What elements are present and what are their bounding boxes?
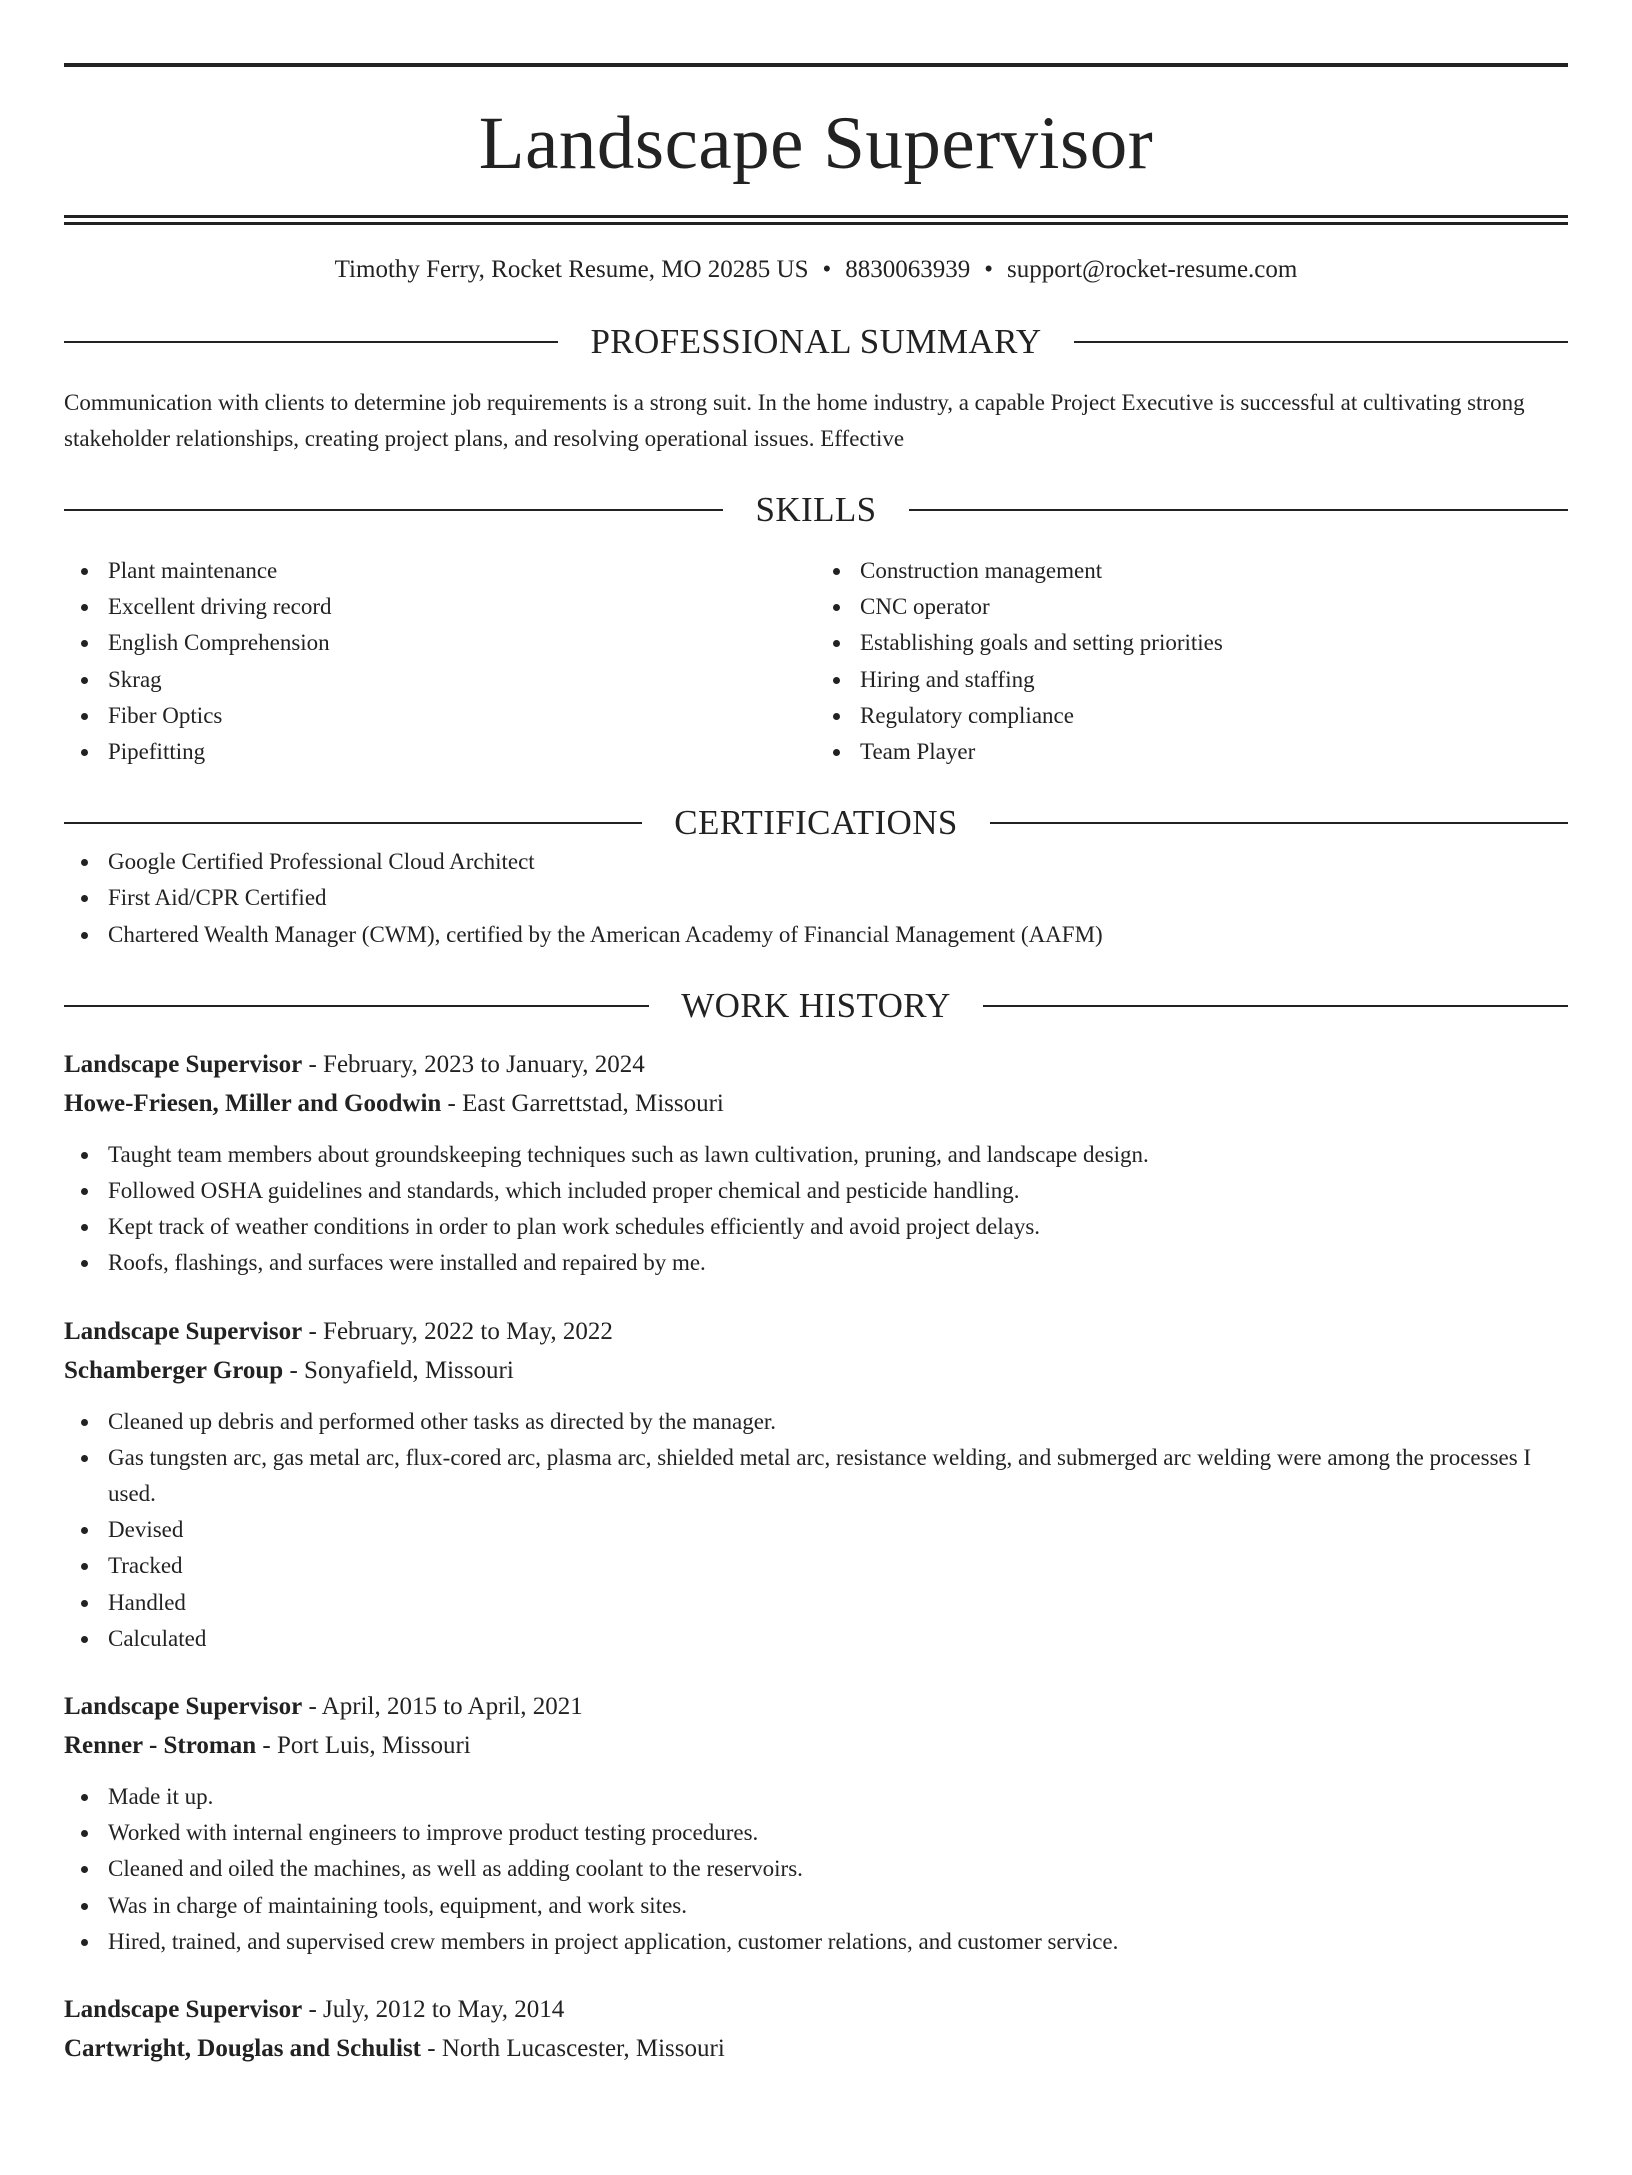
heading-rule-right <box>983 1005 1568 1007</box>
summary-heading-label: PROFESSIONAL SUMMARY <box>590 322 1042 361</box>
job-bullet: Gas tungsten arc, gas metal arc, flux-cored arc, plasma arc, shielded metal arc, resistance welding, and submerged arc welding were among the processes I used. <box>108 1440 1568 1512</box>
job-bullet: Devised <box>108 1512 1568 1548</box>
job-bullets <box>64 1779 1568 1960</box>
job-title-line <box>64 1687 1568 1726</box>
heading-rule-left <box>64 822 642 824</box>
job-company-line <box>64 2029 1568 2068</box>
job-bullet: Hired, trained, and supervised crew members in project application, customer relations, and customer service. <box>108 1924 1568 1960</box>
job-bullets <box>64 1404 1568 1657</box>
skill-item: Excellent driving record <box>108 589 816 625</box>
job-company-line <box>64 1351 1568 1390</box>
job-dates: - February, 2023 to January, 2024 <box>302 1050 645 1078</box>
work-history-list <box>64 1045 1568 2068</box>
job-bullet: Tracked <box>108 1548 1568 1584</box>
contact-email[interactable]: support@rocket-resume.com <box>1007 256 1298 283</box>
summary-text: Communication with clients to determine job requirements is a strong suit. In the home industry, a capable Project Executive is successful at cultivating strong stakeholder relationships, creating project plans, and resolving operational issues. Effective <box>64 390 1525 451</box>
job-location: - East Garrettstad, Missouri <box>441 1089 724 1117</box>
skills-list-left <box>64 553 816 770</box>
job-title: Landscape Supervisor <box>64 1996 303 2024</box>
work-history-heading <box>64 985 1568 1027</box>
job-entry <box>64 1990 1568 2068</box>
job-bullet: Cleaned up debris and performed other tasks as directed by the manager. <box>108 1404 1568 1440</box>
skills-heading-label: SKILLS <box>755 490 877 529</box>
contact-line <box>64 255 1568 285</box>
certification-item: First Aid/CPR Certified <box>108 880 1568 916</box>
certification-item: Chartered Wealth Manager (CWM), certified by the American Academy of Financial Management (AAFM) <box>108 917 1568 953</box>
heading-rule-left <box>64 509 723 511</box>
skill-item: Regulatory compliance <box>860 698 1568 734</box>
resume-title: Landscape Supervisor <box>478 102 1154 185</box>
skills-list-right <box>816 553 1568 770</box>
heading-rule-left <box>64 341 558 343</box>
job-bullet: Made it up. <box>108 1779 1568 1815</box>
job-company: Howe-Friesen, Miller and Goodwin <box>64 1089 442 1117</box>
job-bullet: Roofs, flashings, and surfaces were installed and repaired by me. <box>108 1245 1568 1281</box>
certifications-heading <box>64 802 1568 844</box>
top-rule <box>64 63 1568 67</box>
job-bullets <box>64 1137 1568 1282</box>
work-history-heading-label: WORK HISTORY <box>681 985 951 1025</box>
job-bullet: Worked with internal engineers to improve product testing procedures. <box>108 1815 1568 1851</box>
job-entry <box>64 1312 1568 1657</box>
job-bullet: Was in charge of maintaining tools, equipment, and work sites. <box>108 1888 1568 1924</box>
job-title-line <box>64 1312 1568 1351</box>
heading-rule-left <box>64 1005 649 1007</box>
job-title-line <box>64 1045 1568 1084</box>
job-entry <box>64 1045 1568 1282</box>
certifications-heading-label: CERTIFICATIONS <box>674 803 958 843</box>
skills-grid <box>64 553 1568 770</box>
skills-column-right <box>816 553 1568 770</box>
job-location: - Sonyafield, Missouri <box>283 1356 514 1384</box>
job-bullet: Calculated <box>108 1621 1568 1657</box>
certifications-list <box>64 844 1568 953</box>
job-title: Landscape Supervisor <box>64 1693 303 1721</box>
job-bullet: Taught team members about groundskeeping techniques such as lawn cultivation, pruning, and landscape design. <box>108 1137 1568 1173</box>
resume-page <box>0 63 1632 2175</box>
heading-rule-right <box>990 822 1568 824</box>
skill-item: Pipefitting <box>108 734 816 770</box>
certification-item: Google Certified Professional Cloud Architect <box>108 844 1568 880</box>
job-entry <box>64 1687 1568 1960</box>
job-title: Landscape Supervisor <box>64 1050 303 1078</box>
summary-heading <box>64 321 1568 363</box>
job-dates: - July, 2012 to May, 2014 <box>302 1996 565 2024</box>
job-location: - Port Luis, Missouri <box>256 1732 471 1760</box>
title-double-rule <box>64 215 1568 218</box>
contact-separator: • <box>984 256 994 283</box>
skill-item: CNC operator <box>860 589 1568 625</box>
heading-rule-right <box>1074 341 1568 343</box>
contact-phone[interactable]: 8830063939 <box>845 256 971 283</box>
job-title: Landscape Supervisor <box>64 1317 303 1345</box>
job-bullet: Cleaned and oiled the machines, as well as adding coolant to the reservoirs. <box>108 1851 1568 1887</box>
skill-item: Team Player <box>860 734 1568 770</box>
skill-item: Hiring and staffing <box>860 662 1568 698</box>
skills-column-left <box>64 553 816 770</box>
skill-item: Construction management <box>860 553 1568 589</box>
job-bullet: Kept track of weather conditions in order to plan work schedules efficiently and avoid project delays. <box>108 1209 1568 1245</box>
skills-heading <box>64 489 1568 531</box>
skill-item: Skrag <box>108 662 816 698</box>
skill-item: Establishing goals and setting priorities <box>860 625 1568 661</box>
job-bullet: Handled <box>108 1585 1568 1621</box>
job-dates: - February, 2022 to May, 2022 <box>302 1317 613 1345</box>
job-company-line <box>64 1084 1568 1123</box>
skill-item: English Comprehension <box>108 625 816 661</box>
skill-item: Fiber Optics <box>108 698 816 734</box>
job-company: Cartwright, Douglas and Schulist <box>64 2035 421 2063</box>
contact-separator: • <box>822 256 832 283</box>
job-bullet: Followed OSHA guidelines and standards, which included proper chemical and pesticide handling. <box>108 1173 1568 1209</box>
job-company-line <box>64 1726 1568 1765</box>
skill-item: Plant maintenance <box>108 553 816 589</box>
job-title-line <box>64 1990 1568 2029</box>
job-company: Schamberger Group <box>64 1356 284 1384</box>
job-dates: - April, 2015 to April, 2021 <box>302 1693 583 1721</box>
job-location: - North Lucascester, Missouri <box>421 2035 725 2063</box>
contact-address: Timothy Ferry, Rocket Resume, MO 20285 US <box>334 256 809 283</box>
job-company: Renner - Stroman <box>64 1732 257 1760</box>
heading-rule-right <box>909 509 1568 511</box>
